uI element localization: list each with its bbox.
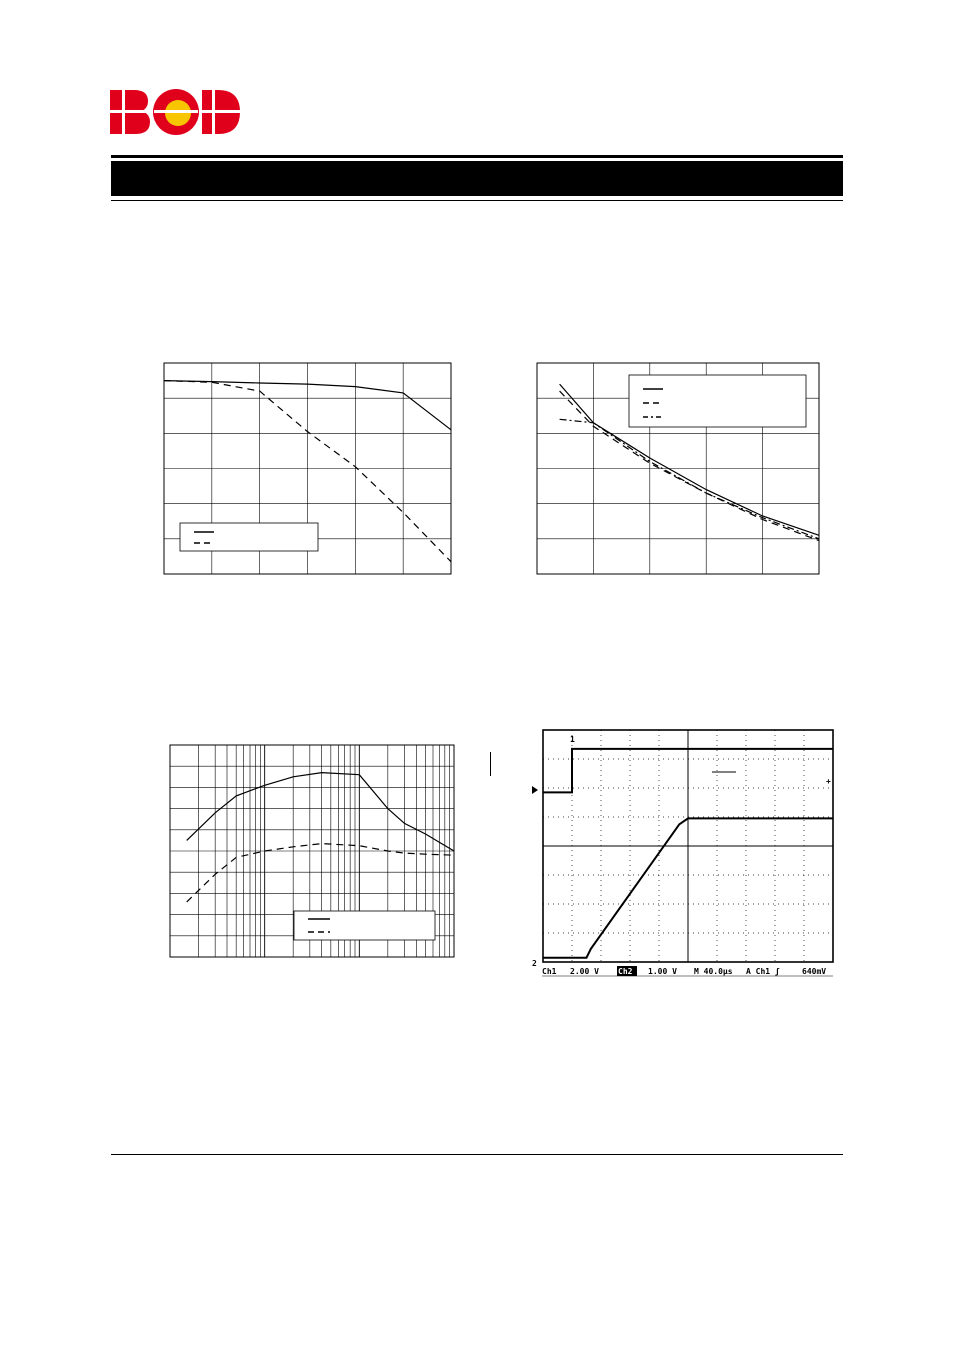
legend-box [294,911,435,940]
readout-ch1-scale: 2.00 V [570,967,599,976]
series-line-3 [560,419,819,539]
ch1-ground-arrow [532,786,538,794]
logo-d-gap-v [212,90,215,134]
chart-bottom-left [170,745,454,957]
logo-c-gap [154,110,198,113]
header-rule-bottom [111,200,843,201]
chart-top-right [537,363,819,574]
readout-timebase: M 40.0µs [694,967,733,976]
trigger-marker: + [826,777,831,786]
readout-trigger-level: 640mV [802,967,827,976]
vertical-mark [490,752,491,776]
readout-ch2: Ch2 [618,967,633,976]
logo-d-gap [202,110,240,113]
readout-trigger: A Ch1 ʃ [746,967,780,976]
scope-graticule [543,730,833,962]
ch2-ground-marker: 2 [532,959,537,968]
legend [629,375,806,427]
oscilloscope-screen [530,728,836,980]
logo-b-gap-v [122,90,125,134]
readout-ch2-scale: 1.00 V [648,967,677,976]
legend-box [629,375,806,427]
bcd-logo [108,88,242,136]
chart-top-left [164,363,451,574]
legend-box [180,523,318,551]
scope-readout [542,966,826,976]
ch1-ground-marker: 1 [570,735,575,744]
readout-ch1: Ch1 [542,967,557,976]
footer-rule [111,1154,843,1155]
header-rule-top [111,155,843,158]
header-title-bar [111,161,843,196]
legend [180,523,318,551]
legend [294,911,435,940]
logo-b-gap [110,110,150,113]
